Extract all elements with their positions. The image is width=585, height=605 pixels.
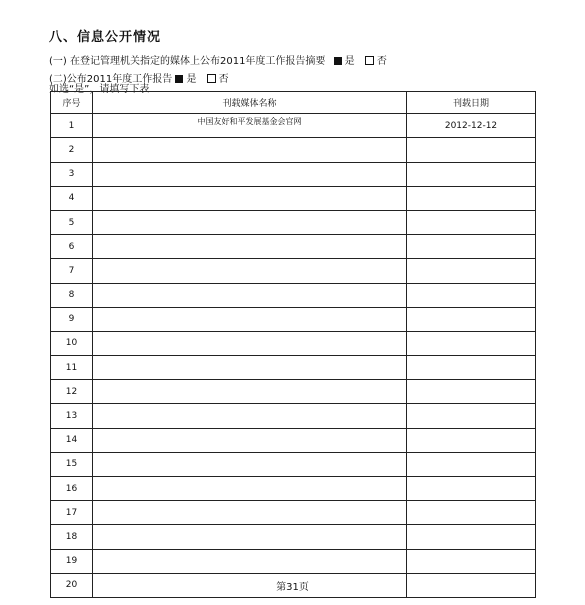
question-2-yes-label: 是 (186, 74, 197, 85)
table-row (51, 162, 536, 186)
media-disclosure-table (50, 91, 536, 598)
seq-cell: 7 (51, 259, 93, 283)
seq-cell: 17 (51, 501, 93, 525)
header-date: 刊载日期 (407, 92, 536, 114)
disclosure-question-1 (49, 52, 387, 67)
date-cell (407, 380, 536, 404)
seq-cell: 16 (51, 477, 93, 501)
table-row (51, 380, 536, 404)
question-2-text: (二)公布2011年度工作报告 (49, 74, 173, 85)
question-2-no-label: 否 (218, 74, 229, 85)
date-cell (407, 210, 536, 234)
table-row (51, 283, 536, 307)
table-row (51, 549, 536, 573)
date-cell (407, 404, 536, 428)
checked-box-icon (334, 57, 342, 65)
date-cell (407, 138, 536, 162)
media-name-cell (93, 307, 407, 331)
unchecked-box-icon (365, 56, 374, 65)
instruction-note: 如选“是”，请填写下表 (49, 84, 150, 95)
table-row (51, 404, 536, 428)
unchecked-box-icon (207, 74, 216, 83)
media-name-cell (93, 259, 407, 283)
checked-box-icon (175, 75, 183, 83)
date-cell (407, 186, 536, 210)
date-cell: 2012-12-12 (407, 114, 536, 138)
date-cell (407, 259, 536, 283)
question-1-text: (一) 在登记管理机关指定的媒体上公布2011年度工作报告摘要 (49, 56, 326, 67)
table-row (51, 525, 536, 549)
media-name-cell (93, 356, 407, 380)
table-row (51, 477, 536, 501)
table-row (51, 356, 536, 380)
question-1-no-label: 否 (376, 56, 387, 67)
media-name-cell (93, 477, 407, 501)
seq-cell: 18 (51, 525, 93, 549)
table-header-row (51, 92, 536, 114)
media-name-cell (93, 331, 407, 355)
seq-cell: 5 (51, 210, 93, 234)
header-seq: 序号 (51, 92, 93, 114)
date-cell (407, 162, 536, 186)
date-cell (407, 428, 536, 452)
media-name-cell (93, 235, 407, 259)
seq-cell: 4 (51, 186, 93, 210)
seq-cell: 10 (51, 331, 93, 355)
table-row (51, 428, 536, 452)
media-name-cell (93, 186, 407, 210)
section-heading: 八、信息公开情况 (49, 30, 162, 45)
date-cell (407, 331, 536, 355)
table-row (51, 331, 536, 355)
table-row (51, 114, 536, 138)
date-cell (407, 549, 536, 573)
seq-cell: 2 (51, 138, 93, 162)
media-name-cell (93, 525, 407, 549)
date-cell (407, 235, 536, 259)
date-cell (407, 477, 536, 501)
media-name-cell: 中国友好和平发展基金会官网 (93, 114, 407, 138)
seq-cell: 14 (51, 428, 93, 452)
media-name-cell (93, 162, 407, 186)
seq-cell: 12 (51, 380, 93, 404)
table-row (51, 138, 536, 162)
page-number: 第31页 (276, 582, 309, 593)
media-name-cell (93, 210, 407, 234)
question-1-yes-label: 是 (344, 56, 355, 67)
table-row (51, 235, 536, 259)
seq-cell: 1 (51, 114, 93, 138)
date-cell (407, 452, 536, 476)
seq-cell: 6 (51, 235, 93, 259)
table-row (51, 501, 536, 525)
seq-cell: 13 (51, 404, 93, 428)
date-cell (407, 283, 536, 307)
date-cell (407, 356, 536, 380)
table-row (51, 452, 536, 476)
seq-cell: 15 (51, 452, 93, 476)
seq-cell: 20 (51, 573, 93, 597)
seq-cell: 8 (51, 283, 93, 307)
media-name-cell (93, 428, 407, 452)
table-row (51, 259, 536, 283)
media-name-cell (93, 138, 407, 162)
media-name-cell (93, 452, 407, 476)
media-name-cell (93, 501, 407, 525)
table-row (51, 210, 536, 234)
media-name-cell (93, 283, 407, 307)
date-cell (407, 501, 536, 525)
media-name-cell (93, 380, 407, 404)
table-row (51, 307, 536, 331)
date-cell (407, 525, 536, 549)
media-name-cell (93, 549, 407, 573)
seq-cell: 9 (51, 307, 93, 331)
media-name-cell (93, 404, 407, 428)
date-cell (407, 307, 536, 331)
header-media: 刊载媒体名称 (93, 92, 407, 114)
seq-cell: 3 (51, 162, 93, 186)
table-row (51, 186, 536, 210)
seq-cell: 11 (51, 356, 93, 380)
seq-cell: 19 (51, 549, 93, 573)
